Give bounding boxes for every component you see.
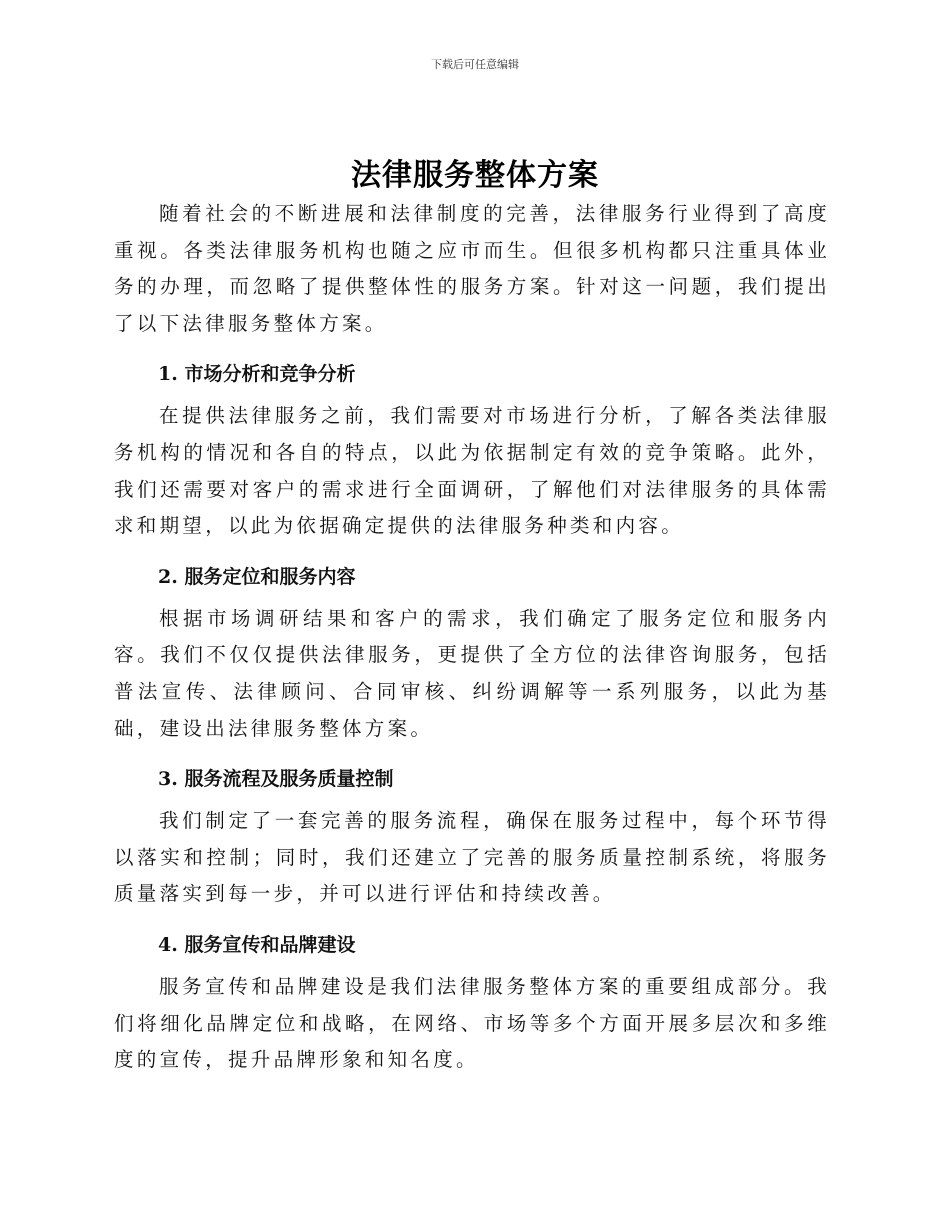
section-body-service-positioning: 根据市场调研结果和客户的需求，我们确定了服务定位和服务内容。我们不仅仅提供法律服务，更提供了全方位的法律咨询服务，包括普法宣传、法律顾问、合同审核、纠纷调解等一系列服务，以此为基础，建设出法律服务整体方案。 (114, 606, 830, 740)
document-body (114, 196, 830, 1079)
intro-paragraph: 随着社会的不断进展和法律制度的完善，法律服务行业得到了高度重视。各类法律服务机构也随之应市而生。但很多机构都只注重具体业务的办理，而忽略了提供整体性的服务方案。针对这一问题，我们提出了以下法律服务整体方案。 (114, 202, 830, 335)
section-heading-market-analysis: 1. 市场分析和竞争分析 (158, 363, 356, 386)
section-heading-service-process: 3. 服务流程及服务质量控制 (158, 768, 394, 791)
section-heading-branding: 4. 服务宣传和品牌建设 (158, 933, 356, 956)
section-body-service-process: 我们制定了一套完善的服务流程，确保在服务过程中，每个环节得以落实和控制；同时，我们还建立了完善的服务质量控制系统，将服务质量落实到每一步，并可以进行评估和持续改善。 (114, 809, 830, 906)
page-title: 法律服务整体方案 (351, 158, 599, 193)
section-heading-service-positioning: 2. 服务定位和服务内容 (158, 565, 356, 588)
header-note: 下载后可任意编辑 (431, 58, 519, 71)
section-body-branding: 服务宣传和品牌建设是我们法律服务整体方案的重要组成部分。我们将细化品牌定位和战略，在网络、市场等多个方面开展多层次和多维度的宣传，提升品牌形象和知名度。 (114, 974, 830, 1072)
section-body-market-analysis: 在提供法律服务之前，我们需要对市场进行分析，了解各类法律服务机构的情况和各自的特点，以此为依据制定有效的竞争策略。此外，我们还需要对客户的需求进行全面调研，了解他们对法律服务的具体需求和期望，以此为依据确定提供的法律服务种类和内容。 (114, 404, 830, 538)
